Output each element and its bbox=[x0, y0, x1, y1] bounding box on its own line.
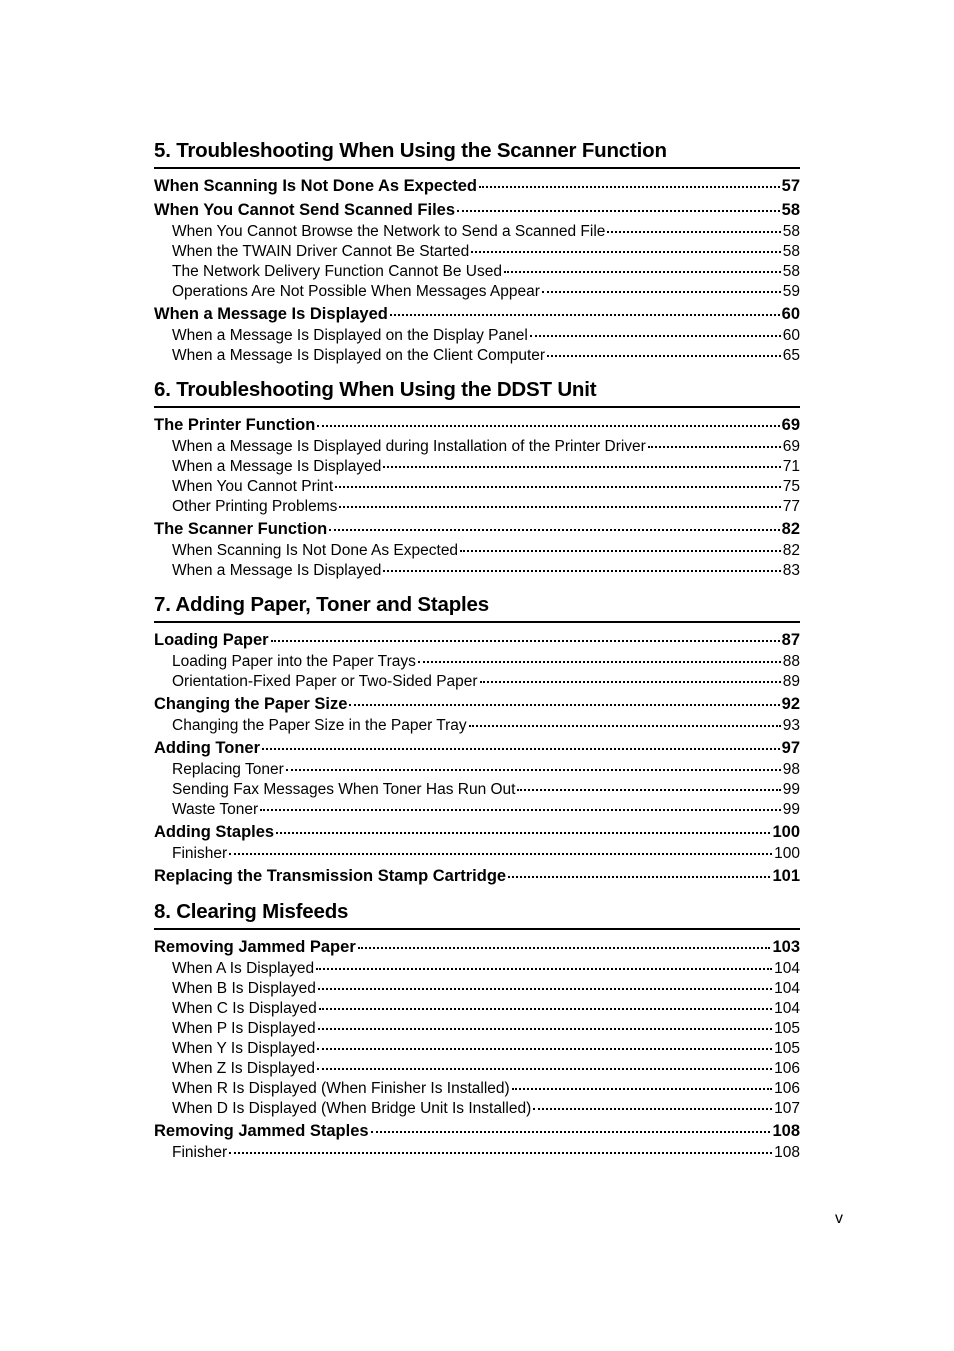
entry-page-number: 65 bbox=[782, 347, 800, 364]
entry-title: When a Message Is Displayed on the Display Panel bbox=[172, 327, 528, 344]
chapter-section bbox=[154, 138, 800, 366]
toc-section-entry[interactable] bbox=[154, 302, 800, 326]
table-of-contents bbox=[154, 138, 800, 1174]
toc-subsection-entry[interactable] bbox=[154, 716, 800, 736]
dot-leader bbox=[319, 1008, 772, 1010]
dot-leader bbox=[517, 789, 780, 791]
dot-leader bbox=[286, 769, 781, 771]
entry-title: The Scanner Function bbox=[154, 520, 328, 538]
toc-subsection-entry[interactable] bbox=[154, 242, 800, 262]
dot-leader bbox=[547, 355, 781, 357]
toc-subsection-entry[interactable] bbox=[154, 497, 800, 517]
chapter-title: 5. Troubleshooting When Using the Scanner Function bbox=[154, 138, 800, 169]
chapter-title: 8. Clearing Misfeeds bbox=[154, 899, 800, 930]
toc-section-entry[interactable] bbox=[154, 820, 800, 844]
entry-title: When A Is Displayed bbox=[172, 960, 315, 977]
entry-title: Replacing the Transmission Stamp Cartridge bbox=[154, 867, 507, 885]
dot-leader bbox=[533, 1108, 772, 1110]
toc-section-entry[interactable] bbox=[154, 1119, 800, 1143]
toc-section-entry[interactable] bbox=[154, 198, 800, 222]
entry-page-number: 58 bbox=[782, 263, 800, 280]
entry-title: Removing Jammed Paper bbox=[154, 938, 356, 956]
entry-page-number: 100 bbox=[772, 823, 800, 841]
entry-title: Replacing Toner bbox=[172, 761, 284, 778]
chapter-section bbox=[154, 377, 800, 581]
entry-page-number: 77 bbox=[782, 498, 800, 515]
entry-page-number: 58 bbox=[782, 223, 800, 240]
toc-subsection-entry[interactable] bbox=[154, 999, 800, 1019]
dot-leader bbox=[383, 466, 780, 468]
dot-leader bbox=[276, 832, 770, 834]
entry-page-number: 58 bbox=[781, 201, 800, 219]
entry-page-number: 97 bbox=[781, 739, 800, 757]
dot-leader bbox=[229, 853, 772, 855]
entry-title: Waste Toner bbox=[172, 801, 259, 818]
entry-title: When C Is Displayed bbox=[172, 1000, 317, 1017]
entry-title: When You Cannot Print bbox=[172, 478, 334, 495]
entry-title: When R Is Displayed (When Finisher Is Installed) bbox=[172, 1080, 510, 1097]
toc-subsection-entry[interactable] bbox=[154, 326, 800, 346]
entry-title: When D Is Displayed (When Bridge Unit Is Installed) bbox=[172, 1100, 532, 1117]
toc-subsection-entry[interactable] bbox=[154, 541, 800, 561]
entry-page-number: 60 bbox=[781, 305, 800, 323]
entry-page-number: 60 bbox=[782, 327, 800, 344]
dot-leader bbox=[271, 640, 780, 642]
entry-title: Orientation-Fixed Paper or Two-Sided Paper bbox=[172, 673, 478, 690]
entry-page-number: 59 bbox=[782, 283, 800, 300]
toc-subsection-entry[interactable] bbox=[154, 457, 800, 477]
entry-title: When the TWAIN Driver Cannot Be Started bbox=[172, 243, 470, 260]
entry-page-number: 105 bbox=[774, 1040, 800, 1057]
entry-page-number: 57 bbox=[781, 177, 800, 195]
toc-subsection-entry[interactable] bbox=[154, 477, 800, 497]
toc-subsection-entry[interactable] bbox=[154, 979, 800, 999]
entry-title: When a Message Is Displayed on the Client Computer bbox=[172, 347, 546, 364]
dot-leader bbox=[460, 550, 781, 552]
toc-subsection-entry[interactable] bbox=[154, 561, 800, 581]
dot-leader bbox=[512, 1088, 772, 1090]
toc-subsection-entry[interactable] bbox=[154, 800, 800, 820]
entry-page-number: 98 bbox=[782, 761, 800, 778]
entry-title: Adding Staples bbox=[154, 823, 275, 841]
toc-subsection-entry[interactable] bbox=[154, 672, 800, 692]
dot-leader bbox=[329, 529, 779, 531]
toc-subsection-entry[interactable] bbox=[154, 1099, 800, 1119]
entry-page-number: 58 bbox=[782, 243, 800, 260]
dot-leader bbox=[349, 704, 779, 706]
toc-section-entry[interactable] bbox=[154, 517, 800, 541]
entry-title: Loading Paper into the Paper Trays bbox=[172, 653, 416, 670]
entry-page-number: 108 bbox=[774, 1144, 800, 1161]
entry-title: The Printer Function bbox=[154, 416, 316, 434]
entry-page-number: 69 bbox=[781, 416, 800, 434]
entry-page-number: 93 bbox=[782, 717, 800, 734]
entry-title: When P Is Displayed bbox=[172, 1020, 316, 1037]
chapter-title: 7. Adding Paper, Toner and Staples bbox=[154, 592, 800, 623]
entry-page-number: 104 bbox=[774, 1000, 800, 1017]
entry-page-number: 88 bbox=[782, 653, 800, 670]
entry-page-number: 101 bbox=[772, 867, 800, 885]
entry-title: Finisher bbox=[172, 1144, 228, 1161]
toc-subsection-entry[interactable] bbox=[154, 1079, 800, 1099]
entry-page-number: 92 bbox=[781, 695, 800, 713]
toc-subsection-entry[interactable] bbox=[154, 346, 800, 366]
dot-leader bbox=[383, 570, 780, 572]
dot-leader bbox=[508, 876, 770, 878]
toc-subsection-entry[interactable] bbox=[154, 1019, 800, 1039]
toc-section-entry[interactable] bbox=[154, 935, 800, 959]
entry-page-number: 69 bbox=[782, 438, 800, 455]
dot-leader bbox=[317, 425, 779, 427]
entry-page-number: 103 bbox=[772, 938, 800, 956]
entry-title: Operations Are Not Possible When Messages Appear bbox=[172, 283, 540, 300]
dot-leader bbox=[469, 725, 781, 727]
dot-leader bbox=[542, 291, 781, 293]
toc-subsection-entry[interactable] bbox=[154, 1059, 800, 1079]
toc-subsection-entry[interactable] bbox=[154, 262, 800, 282]
entry-page-number: 107 bbox=[774, 1100, 800, 1117]
entry-page-number: 106 bbox=[774, 1060, 800, 1077]
entry-page-number: 104 bbox=[774, 960, 800, 977]
entry-page-number: 89 bbox=[782, 673, 800, 690]
entry-title: When You Cannot Browse the Network to Send a Scanned File bbox=[172, 223, 606, 240]
dot-leader bbox=[607, 231, 780, 233]
entry-title: When Scanning Is Not Done As Expected bbox=[172, 542, 459, 559]
entry-title: Changing the Paper Size bbox=[154, 695, 348, 713]
entry-page-number: 75 bbox=[782, 478, 800, 495]
dot-leader bbox=[229, 1152, 772, 1154]
entry-page-number: 100 bbox=[774, 845, 800, 862]
dot-leader bbox=[316, 968, 772, 970]
toc-subsection-entry[interactable] bbox=[154, 222, 800, 242]
dot-leader bbox=[262, 748, 780, 750]
toc-section-entry[interactable] bbox=[154, 736, 800, 760]
dot-leader bbox=[371, 1131, 771, 1133]
entry-page-number: 106 bbox=[774, 1080, 800, 1097]
dot-leader bbox=[504, 271, 781, 273]
entry-title: The Network Delivery Function Cannot Be Used bbox=[172, 263, 502, 280]
entry-title: When a Message Is Displayed during Installation of the Printer Driver bbox=[172, 438, 646, 455]
entry-title: When a Message Is Displayed bbox=[172, 458, 382, 475]
dot-leader bbox=[479, 186, 780, 188]
entry-page-number: 105 bbox=[774, 1020, 800, 1037]
entry-title: Sending Fax Messages When Toner Has Run Out bbox=[172, 781, 516, 798]
entry-title: Loading Paper bbox=[154, 631, 269, 649]
entry-title: Changing the Paper Size in the Paper Tray bbox=[172, 717, 467, 734]
entry-page-number: 83 bbox=[782, 562, 800, 579]
dot-leader bbox=[418, 661, 781, 663]
toc-section-entry[interactable] bbox=[154, 864, 800, 888]
toc-section-entry[interactable] bbox=[154, 174, 800, 198]
dot-leader bbox=[339, 506, 780, 508]
entry-page-number: 82 bbox=[782, 542, 800, 559]
dot-leader bbox=[457, 210, 780, 212]
entry-title: Other Printing Problems bbox=[172, 498, 338, 515]
dot-leader bbox=[471, 251, 781, 253]
toc-subsection-entry[interactable] bbox=[154, 1143, 800, 1163]
dot-leader bbox=[317, 1048, 772, 1050]
entry-title: When Z Is Displayed bbox=[172, 1060, 315, 1077]
entry-page-number: 82 bbox=[781, 520, 800, 538]
chapter-section bbox=[154, 592, 800, 888]
entry-title: Finisher bbox=[172, 845, 228, 862]
entry-page-number: 99 bbox=[782, 801, 800, 818]
entry-page-number: 104 bbox=[774, 980, 800, 997]
toc-subsection-entry[interactable] bbox=[154, 780, 800, 800]
dot-leader bbox=[480, 681, 781, 683]
entry-title: Adding Toner bbox=[154, 739, 261, 757]
dot-leader bbox=[260, 809, 781, 811]
toc-subsection-entry[interactable] bbox=[154, 1039, 800, 1059]
toc-section-entry[interactable] bbox=[154, 692, 800, 716]
dot-leader bbox=[318, 1028, 773, 1030]
dot-leader bbox=[648, 446, 781, 448]
toc-subsection-entry[interactable] bbox=[154, 652, 800, 672]
entry-page-number: 71 bbox=[782, 458, 800, 475]
dot-leader bbox=[335, 486, 781, 488]
entry-title: When a Message Is Displayed bbox=[172, 562, 382, 579]
entry-title: When B Is Displayed bbox=[172, 980, 316, 997]
page-number: v bbox=[835, 1210, 843, 1227]
chapter-title: 6. Troubleshooting When Using the DDST Unit bbox=[154, 377, 800, 408]
toc-section-entry[interactable] bbox=[154, 628, 800, 652]
entry-title: When Y Is Displayed bbox=[172, 1040, 316, 1057]
chapter-section bbox=[154, 899, 800, 1163]
dot-leader bbox=[318, 988, 772, 990]
toc-subsection-entry[interactable] bbox=[154, 282, 800, 302]
dot-leader bbox=[530, 335, 781, 337]
toc-subsection-entry[interactable] bbox=[154, 844, 800, 864]
entry-title: When Scanning Is Not Done As Expected bbox=[154, 177, 478, 195]
entry-title: When You Cannot Send Scanned Files bbox=[154, 201, 456, 219]
dot-leader bbox=[358, 947, 771, 949]
toc-subsection-entry[interactable] bbox=[154, 437, 800, 457]
entry-page-number: 108 bbox=[772, 1122, 800, 1140]
entry-page-number: 87 bbox=[781, 631, 800, 649]
toc-section-entry[interactable] bbox=[154, 413, 800, 437]
dot-leader bbox=[317, 1068, 772, 1070]
dot-leader bbox=[390, 314, 780, 316]
toc-subsection-entry[interactable] bbox=[154, 760, 800, 780]
entry-title: When a Message Is Displayed bbox=[154, 305, 388, 323]
toc-subsection-entry[interactable] bbox=[154, 959, 800, 979]
entry-page-number: 99 bbox=[782, 781, 800, 798]
entry-title: Removing Jammed Staples bbox=[154, 1122, 369, 1140]
